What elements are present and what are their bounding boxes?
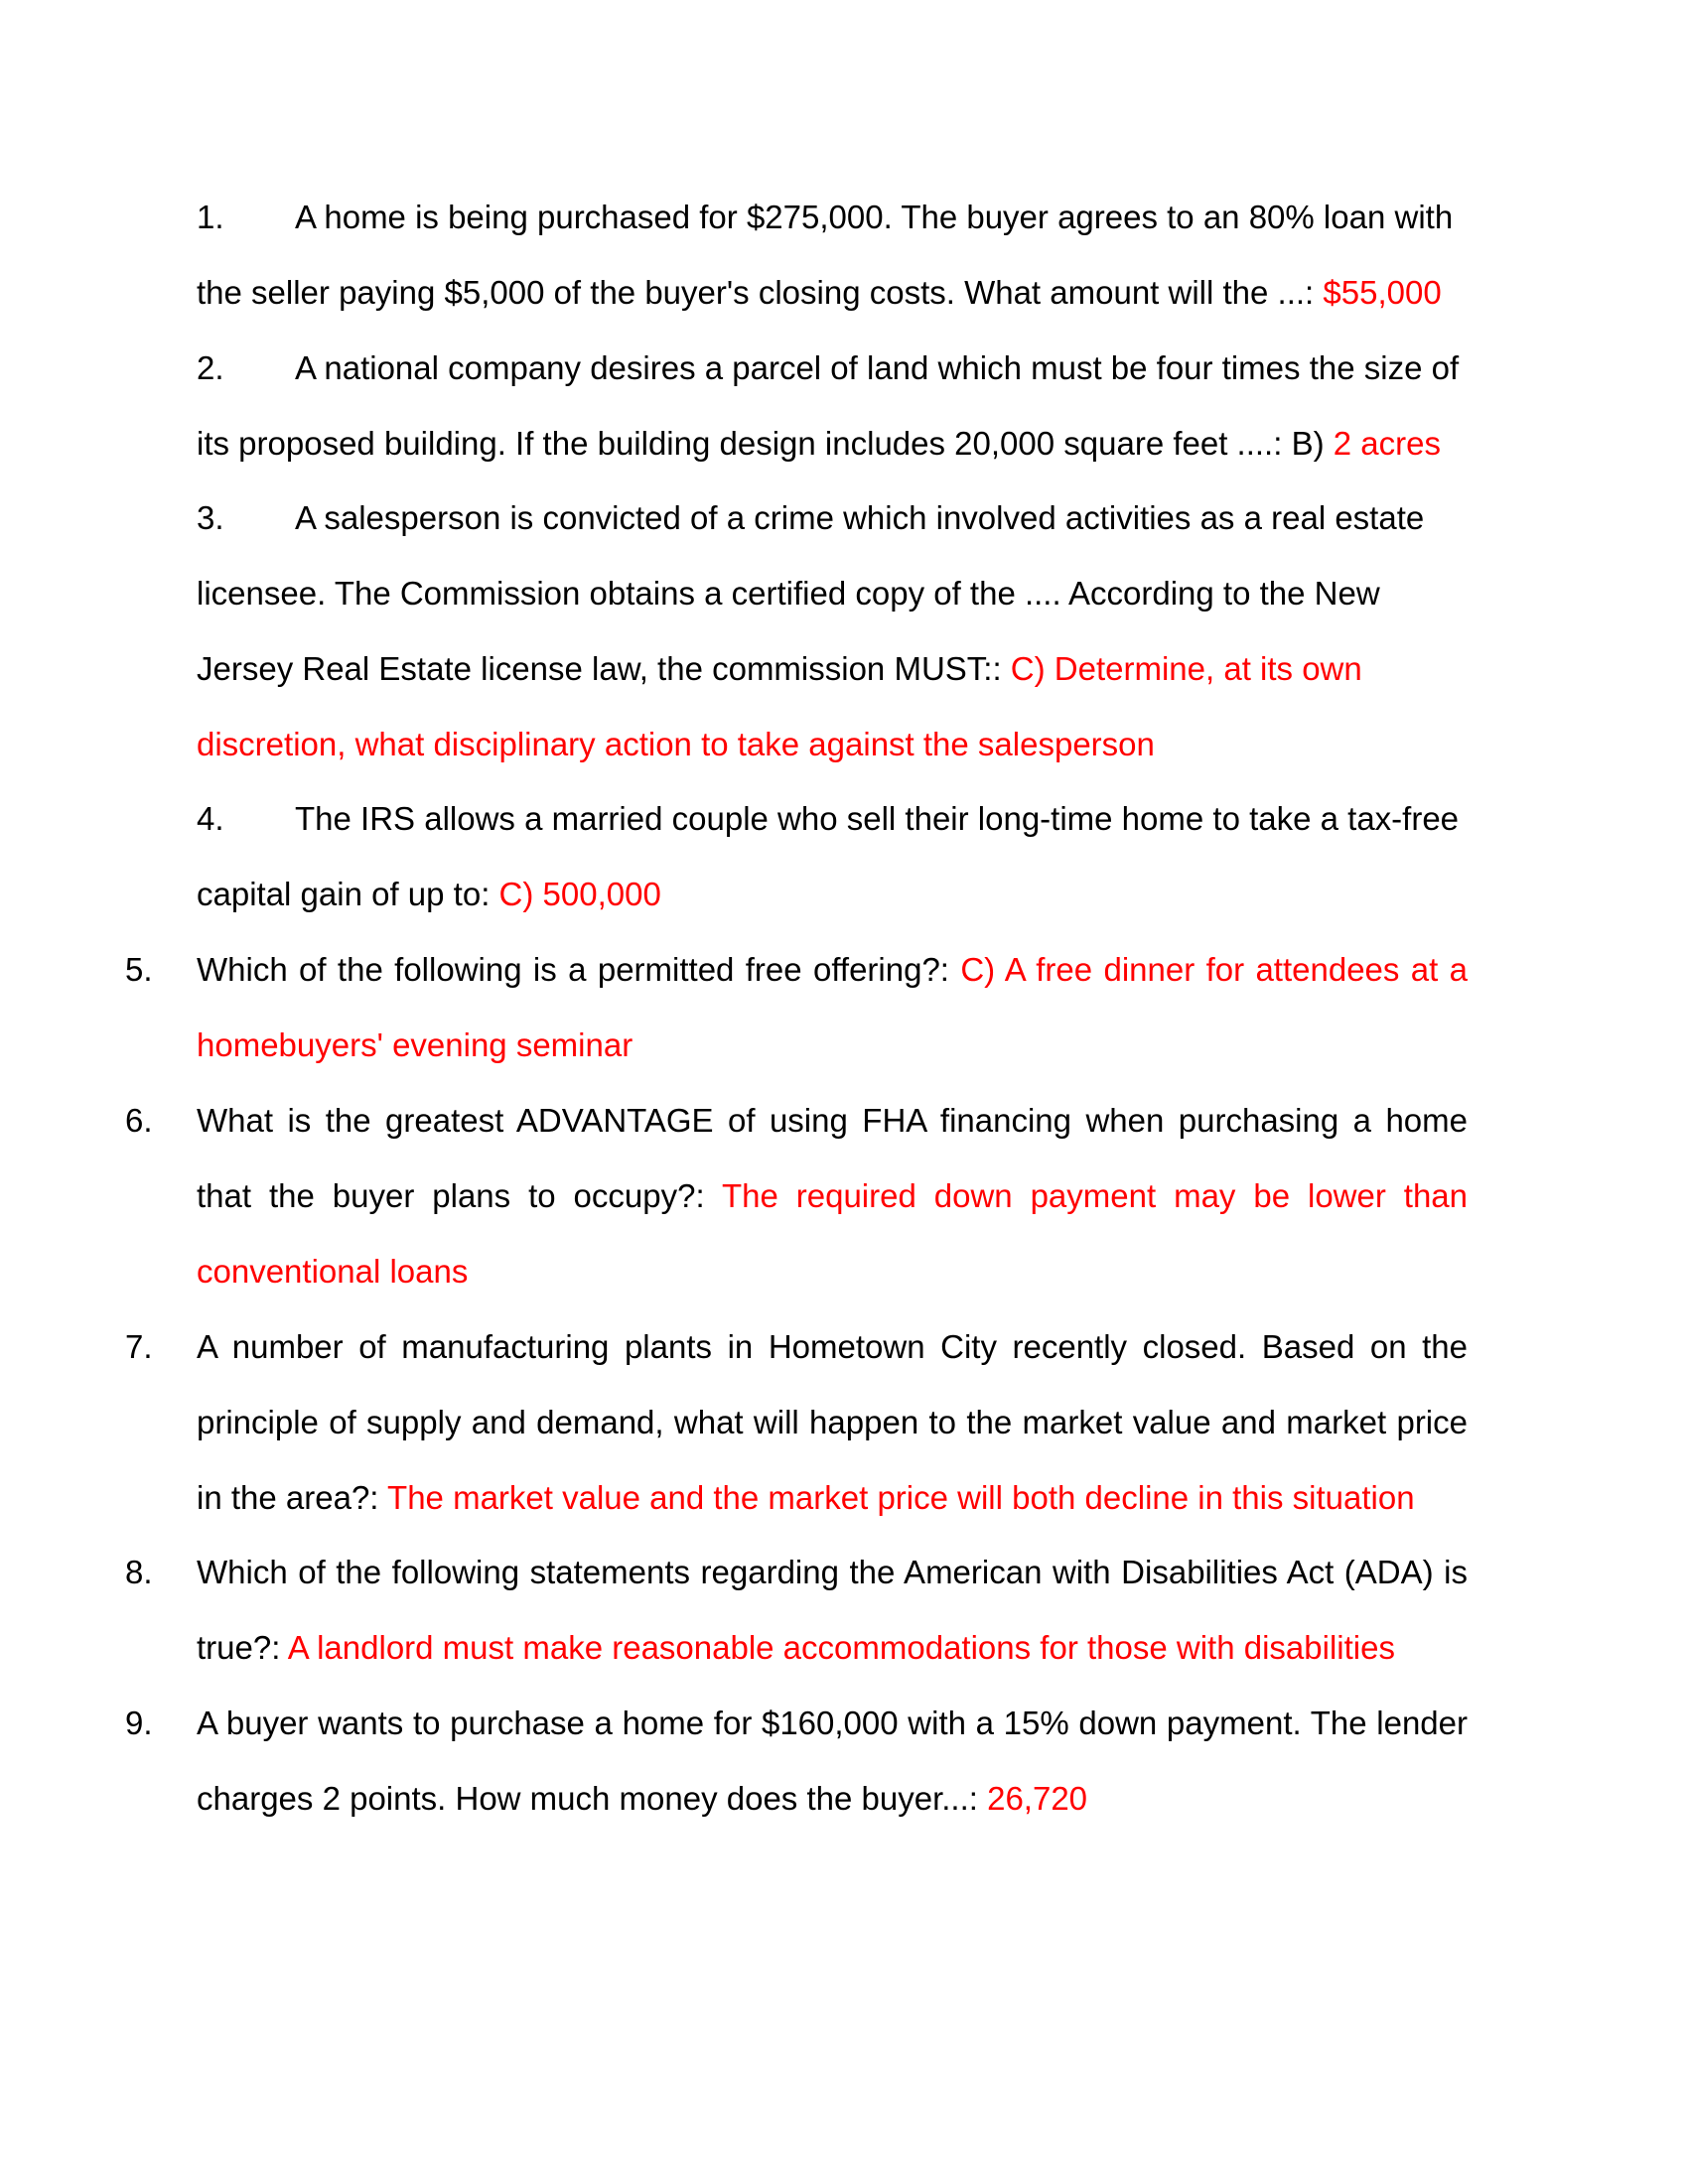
answer-text: 26,720	[987, 1780, 1088, 1817]
question-text: Which of the following is a permitted free offering?:	[197, 951, 961, 988]
question-body	[197, 331, 1468, 481]
answer-text: $55,000	[1323, 274, 1442, 311]
question-body	[197, 480, 1468, 782]
question-body	[197, 1083, 1468, 1309]
question-body	[197, 1535, 1468, 1686]
question-text: A home is being purchased for $275,000. The buyer agrees to an 80% loan with the seller paying $5,000 of the buyer's closing costs. What amount will the ...:	[197, 199, 1454, 311]
question-text: The IRS allows a married couple who sell their long-time home to take a tax-free capital gain of up to:	[197, 800, 1460, 912]
question-number: 6.	[125, 1102, 153, 1139]
answer-text: C) A free dinner for attendees at a homebuyers' evening seminar	[197, 951, 1468, 1063]
answer-text: The market value and the market price will both decline in this situation	[387, 1479, 1415, 1516]
question-text: Which of the following statements regarding the American with Disabilities Act (ADA) is true?:	[197, 1554, 1468, 1666]
question-text: A national company desires a parcel of land which must be four times the size of its proposed building. If the building design includes 20,000 square feet ....: B)	[197, 349, 1460, 462]
answer-text: A landlord must make reasonable accommodations for those with disabilities	[287, 1629, 1395, 1666]
question-body	[197, 1686, 1468, 1837]
question-number: 9.	[125, 1705, 153, 1741]
question-body	[197, 180, 1468, 331]
answer-text: 2 acres	[1333, 425, 1441, 462]
answer-text: C) 500,000	[498, 876, 661, 912]
question-number: 2.	[197, 349, 224, 386]
question-number: 4.	[197, 800, 224, 837]
question-text: A salesperson is convicted of a crime which involved activities as a real estate licensee. The Commission obtains a certified copy of the .... According to the New Jersey Real Estate license law, the commission MUST::	[197, 499, 1425, 687]
question-body	[197, 781, 1468, 932]
question-body	[197, 932, 1468, 1083]
question-number: 7.	[125, 1328, 153, 1365]
question-number: 1.	[197, 199, 224, 235]
question-text: What is the greatest ADVANTAGE of using FHA financing when purchasing a home that the buyer plans to occupy?:	[197, 1102, 1468, 1214]
question-text: A buyer wants to purchase a home for $160,000 with a 15% down payment. The lender charges 2 points. How much money does the buyer...:	[197, 1705, 1468, 1817]
answer-text: The required down payment may be lower than conventional loans	[197, 1177, 1469, 1290]
question-number: 3.	[197, 499, 224, 536]
question-number: 5.	[125, 951, 153, 988]
answer-text: C) Determine, at its own discretion, what disciplinary action to take against the salesperson	[197, 650, 1362, 762]
question-text: A number of manufacturing plants in Hometown City recently closed. Based on the principle of supply and demand, what will happen to the market value and market price in the area?:	[197, 1328, 1468, 1516]
question-number: 8.	[125, 1554, 153, 1590]
question-body	[197, 1309, 1468, 1536]
